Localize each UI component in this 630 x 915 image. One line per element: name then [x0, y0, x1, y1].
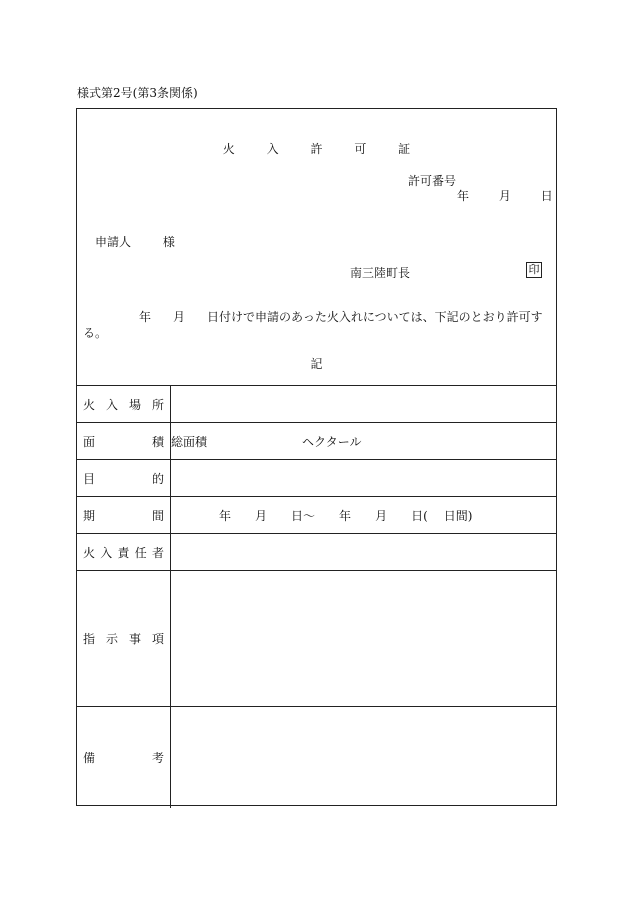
date-day: 日	[540, 189, 553, 203]
table-row	[77, 423, 556, 460]
applicant-label: 申請人	[95, 235, 132, 249]
applicant-line	[95, 233, 175, 250]
table-row	[77, 497, 556, 534]
area-unit: ヘクタール	[302, 434, 362, 449]
remarks-field[interactable]	[171, 707, 557, 808]
table-row	[77, 571, 556, 707]
permit-details-table	[77, 385, 556, 808]
instructions-field[interactable]	[171, 571, 557, 707]
table-row	[77, 386, 556, 423]
title-char: 許	[310, 142, 323, 156]
responsible-person-field[interactable]	[171, 534, 557, 571]
statement-year: 年	[139, 310, 152, 324]
table-row	[77, 707, 556, 808]
row-label: 目 的	[77, 460, 171, 497]
row-label: 指 示 事 項	[77, 571, 171, 707]
seal-mark: 印	[526, 262, 542, 278]
mayor-label: 南三陸町長	[350, 266, 411, 280]
statement-month: 月	[173, 310, 186, 324]
row-label: 火 入 責 任 者	[77, 534, 171, 571]
title-char: 火	[222, 142, 235, 156]
purpose-field[interactable]	[171, 460, 557, 497]
title-char: 入	[266, 142, 279, 156]
date-month: 月	[498, 189, 511, 203]
issue-date	[457, 187, 553, 204]
permit-statement	[83, 309, 553, 341]
date-year: 年	[457, 189, 470, 203]
period-field[interactable]: 年 月 日〜 年 月 日( 日間)	[171, 497, 557, 534]
ki-heading: 記	[310, 357, 323, 371]
applicant-suffix: 様	[162, 235, 175, 249]
title-char: 可	[354, 142, 367, 156]
form-header	[77, 109, 556, 385]
statement-text: 日付けで申請のあった火入れについては、下記のとおり許可する。	[83, 310, 543, 340]
permit-form	[76, 108, 557, 806]
form-number-label: 様式第2号(第3条関係)	[77, 86, 198, 100]
permit-title	[77, 140, 556, 157]
table-row	[77, 534, 556, 571]
location-field[interactable]	[171, 386, 557, 423]
table-row	[77, 460, 556, 497]
row-label: 期 間	[77, 497, 171, 534]
area-field[interactable]	[171, 423, 557, 460]
row-label: 面 積	[77, 423, 171, 460]
row-label: 備 考	[77, 707, 171, 808]
area-total-label: 総面積	[171, 434, 208, 449]
permit-number-label: 許可番号	[408, 174, 457, 188]
row-label: 火 入 場 所	[77, 386, 171, 423]
title-char: 証	[398, 142, 411, 156]
